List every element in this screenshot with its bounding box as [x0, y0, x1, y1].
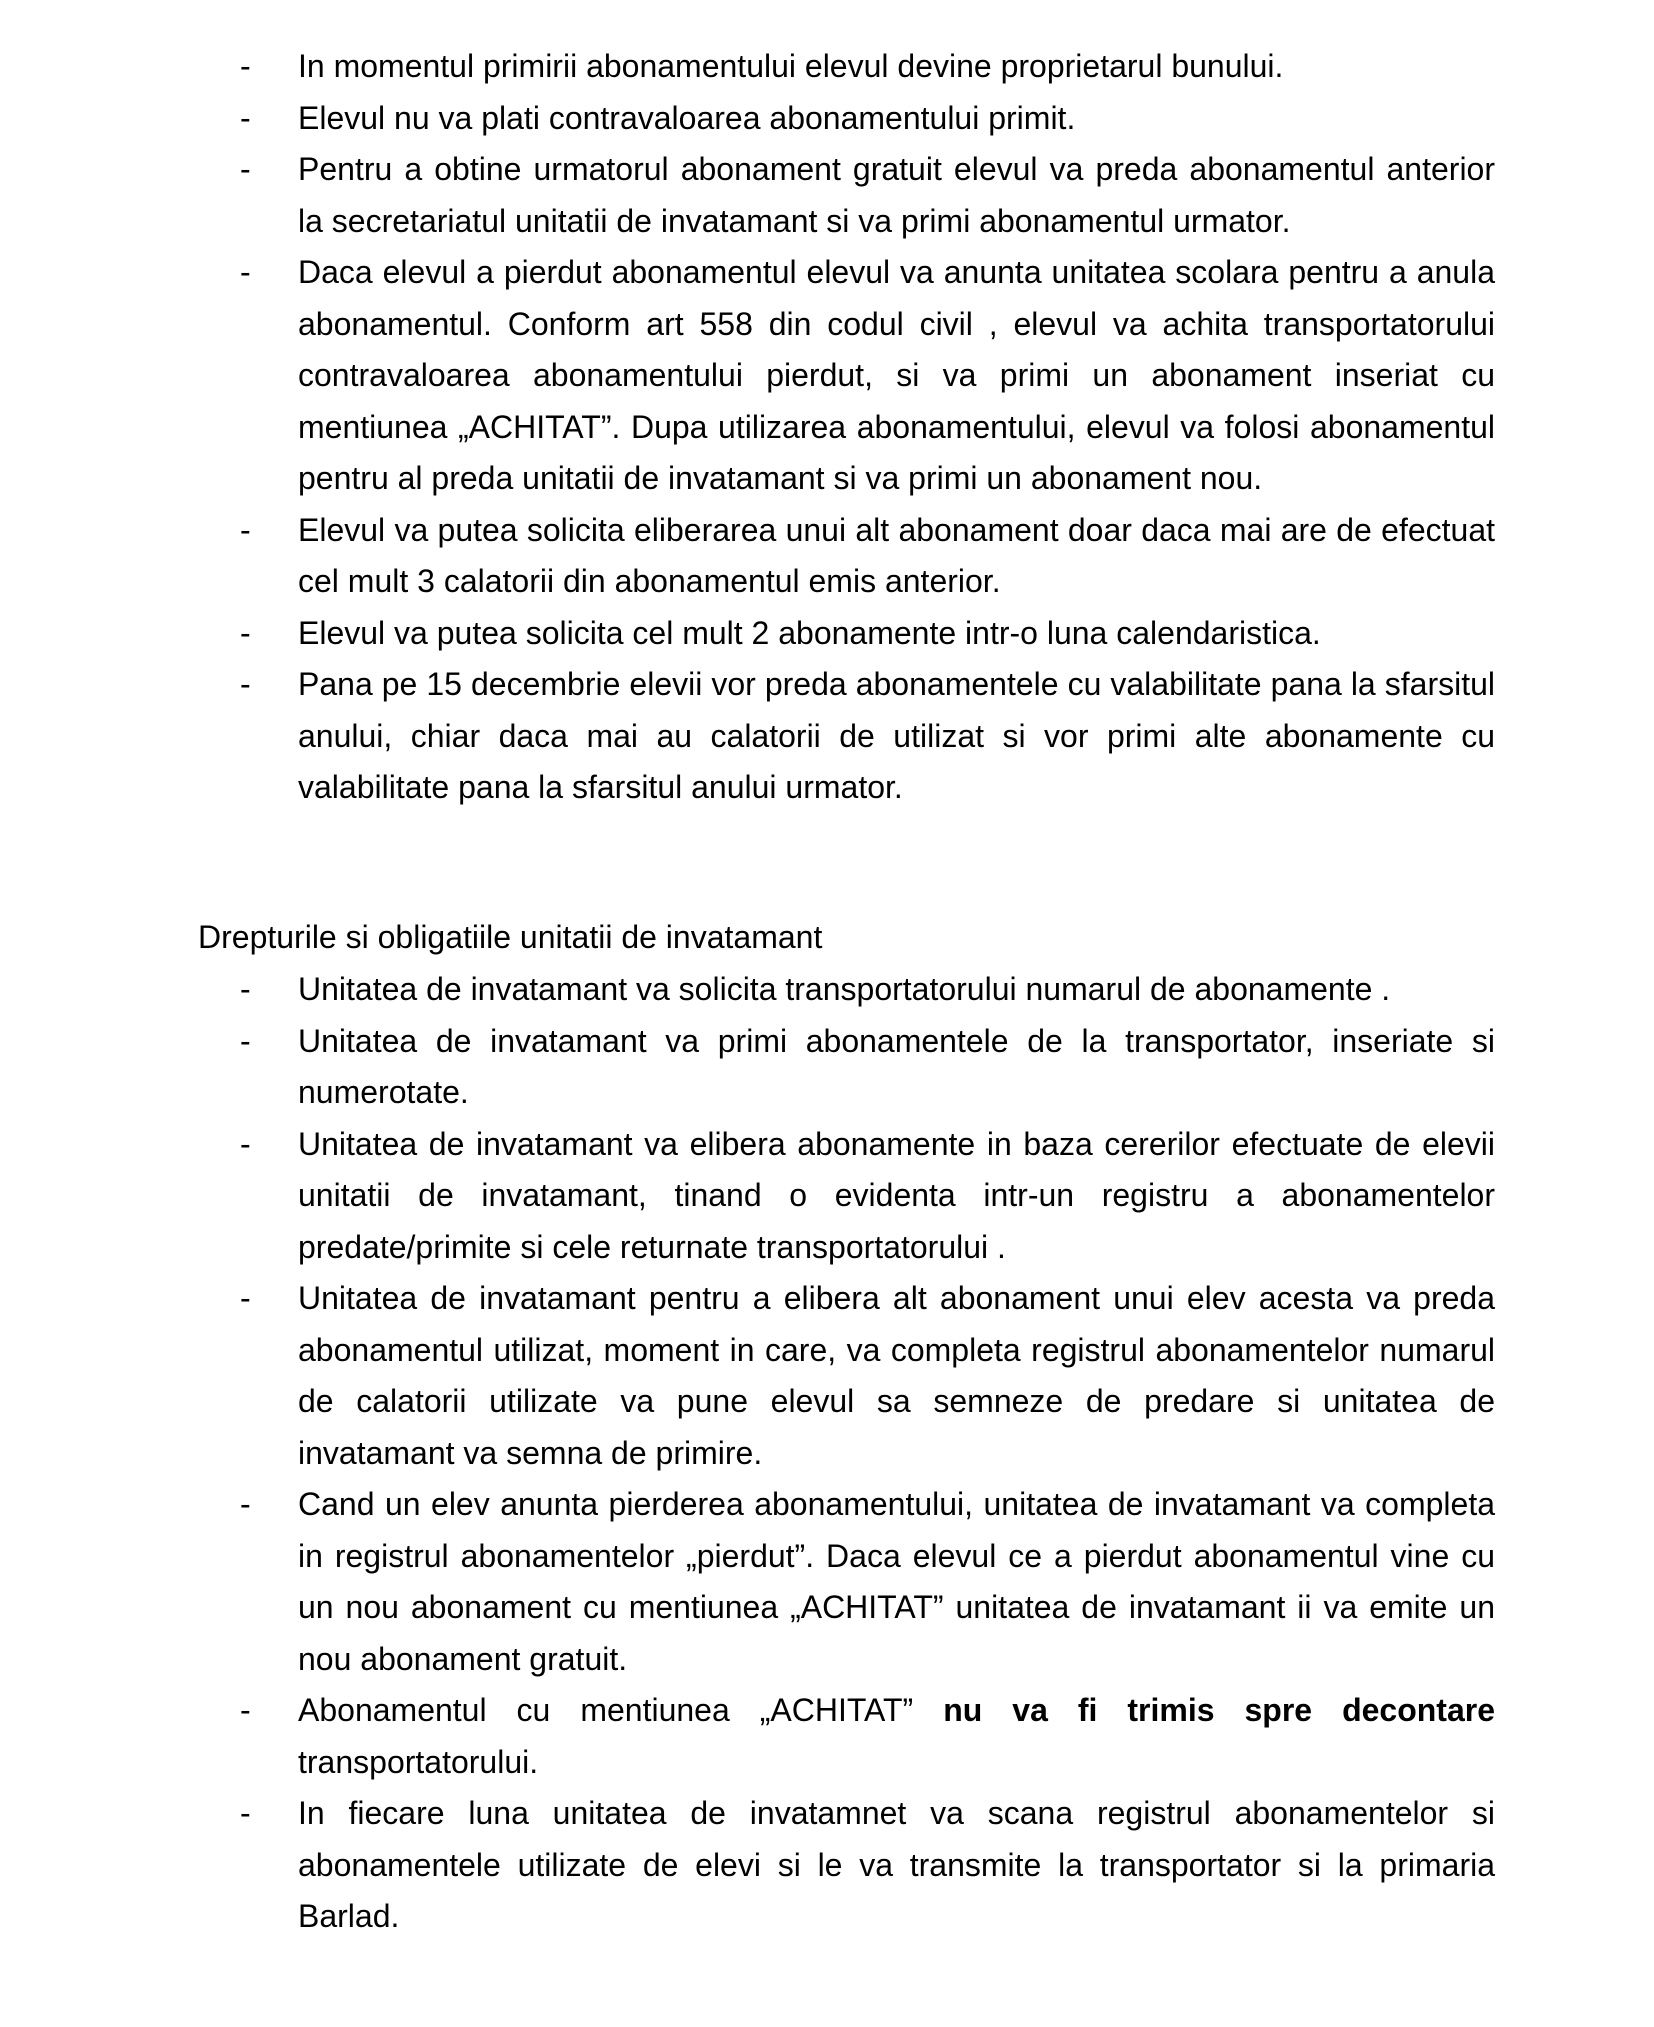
bullet-dash: -	[240, 151, 251, 187]
list-item-text-end: transportatorului.	[298, 1743, 539, 1780]
list-item-text: Unitatea de invatamant va elibera abonamente in baza cererilor efectuate de elevii unitatii de invatamant, tinand o evidenta intr-un registru a abonamentelor predate/primite si cele returnate transportatorului .	[298, 1125, 1495, 1265]
bullet-dash: -	[240, 614, 251, 651]
list-item-text: Daca elevul a pierdut abonamentul elevul va anunta unitatea scolara pentru a anula abonamentul. Conform art 558 din codul civil , elevul va achita transportatorului contravaloarea abonamentului pierdut, si va primi un abonament inseriat cu mentiunea „ACHITAT”. Dupa utilizarea abonamentului, elevul va folosi abonamentul pentru al preda unitatii de invatamant si va primi un abonament nou.	[298, 254, 1495, 496]
bullet-dash: -	[240, 511, 251, 548]
bullet-dash: -	[240, 1022, 251, 1059]
list-item	[240, 964, 1495, 1016]
bold-emphasis: nu va fi trimis spre decontare	[943, 1692, 1496, 1728]
list-item-text: Unitatea de invatamant va solicita transportatorului numarul de abonamente .	[298, 971, 1391, 1007]
list-item	[240, 659, 1495, 814]
list-item	[240, 1685, 1495, 1788]
bullet-dash: -	[240, 99, 251, 136]
list-item-text: Elevul va putea solicita cel mult 2 abonamente intr-o luna calendaristica.	[298, 614, 1321, 651]
list-item-text: Pentru a obtine urmatorul abonament gratuit elevul va preda abonamentul anterior la secretariatul unitatii de invatamant si va primi abonamentul urmator.	[298, 151, 1495, 239]
list-item-text: Elevul va putea solicita eliberarea unui alt abonament doar daca mai are de efectuat cel mult 3 calatorii din abonamentul emis anterior.	[298, 511, 1495, 599]
bullet-dash: -	[240, 1692, 251, 1728]
bullet-dash: -	[240, 1486, 251, 1522]
bullet-dash: -	[240, 1795, 251, 1831]
bullet-dash: -	[240, 48, 251, 84]
list-item-text: In fiecare luna unitatea de invatamnet va scana registrul abonamentelor si abonamentele utilizate de elevi si le va transmite la transportator si la primaria Barlad.	[298, 1795, 1495, 1934]
list-item	[240, 41, 1495, 93]
list-item-text: Unitatea de invatamant pentru a elibera alt abonament unui elev acesta va preda abonamentul utilizat, moment in care, va completa registrul abonamentelor numarul de calatorii utilizate va pune elevul sa semneze de predare si unitatea de invatamant va semna de primire.	[298, 1280, 1495, 1471]
list-item	[240, 505, 1495, 608]
bullet-dash: -	[240, 666, 251, 702]
list-item	[240, 144, 1495, 247]
list-item	[240, 1119, 1495, 1274]
bullet-dash: -	[240, 1125, 251, 1162]
list-item	[240, 1273, 1495, 1479]
list-item	[240, 1016, 1495, 1119]
bullet-dash: -	[240, 1280, 251, 1316]
list-item	[240, 93, 1495, 145]
list-item-text: Elevul nu va plati contravaloarea abonamentului primit.	[298, 99, 1076, 136]
list-item-text-start: Abonamentul cu mentiunea „ACHITAT”	[298, 1692, 944, 1728]
list-item-text: Pana pe 15 decembrie elevii vor preda abonamentele cu valabilitate pana la sfarsitul anului, chiar daca mai au calatorii de utilizat si vor primi alte abonamente cu valabilitate pana la sfarsitul anului urmator.	[298, 666, 1495, 805]
list-item-text: In momentul primirii abonamentului elevul devine proprietarul bunului.	[298, 48, 1284, 84]
bullet-dash: -	[240, 971, 251, 1007]
list-item-text: Cand un elev anunta pierderea abonamentului, unitatea de invatamant va completa in registrul abonamentelor „pierdut”. Daca elevul ce a pierdut abonamentul vine cu un nou abonament cu mentiunea „ACHITAT” unitatea de invatamant ii va emite un nou abonament gratuit.	[298, 1486, 1495, 1677]
section-heading: Drepturile si obligatiile unitatii de invatamant	[198, 919, 823, 955]
student-rules-list	[240, 41, 1495, 814]
list-item	[240, 1479, 1495, 1685]
list-item	[240, 1788, 1495, 1943]
list-item-text: Unitatea de invatamant va primi abonamentele de la transportator, inseriate si numerotate.	[298, 1022, 1495, 1110]
list-item	[240, 247, 1495, 505]
list-item	[240, 608, 1495, 660]
bullet-dash: -	[240, 254, 251, 290]
school-rules-list	[240, 964, 1495, 1943]
